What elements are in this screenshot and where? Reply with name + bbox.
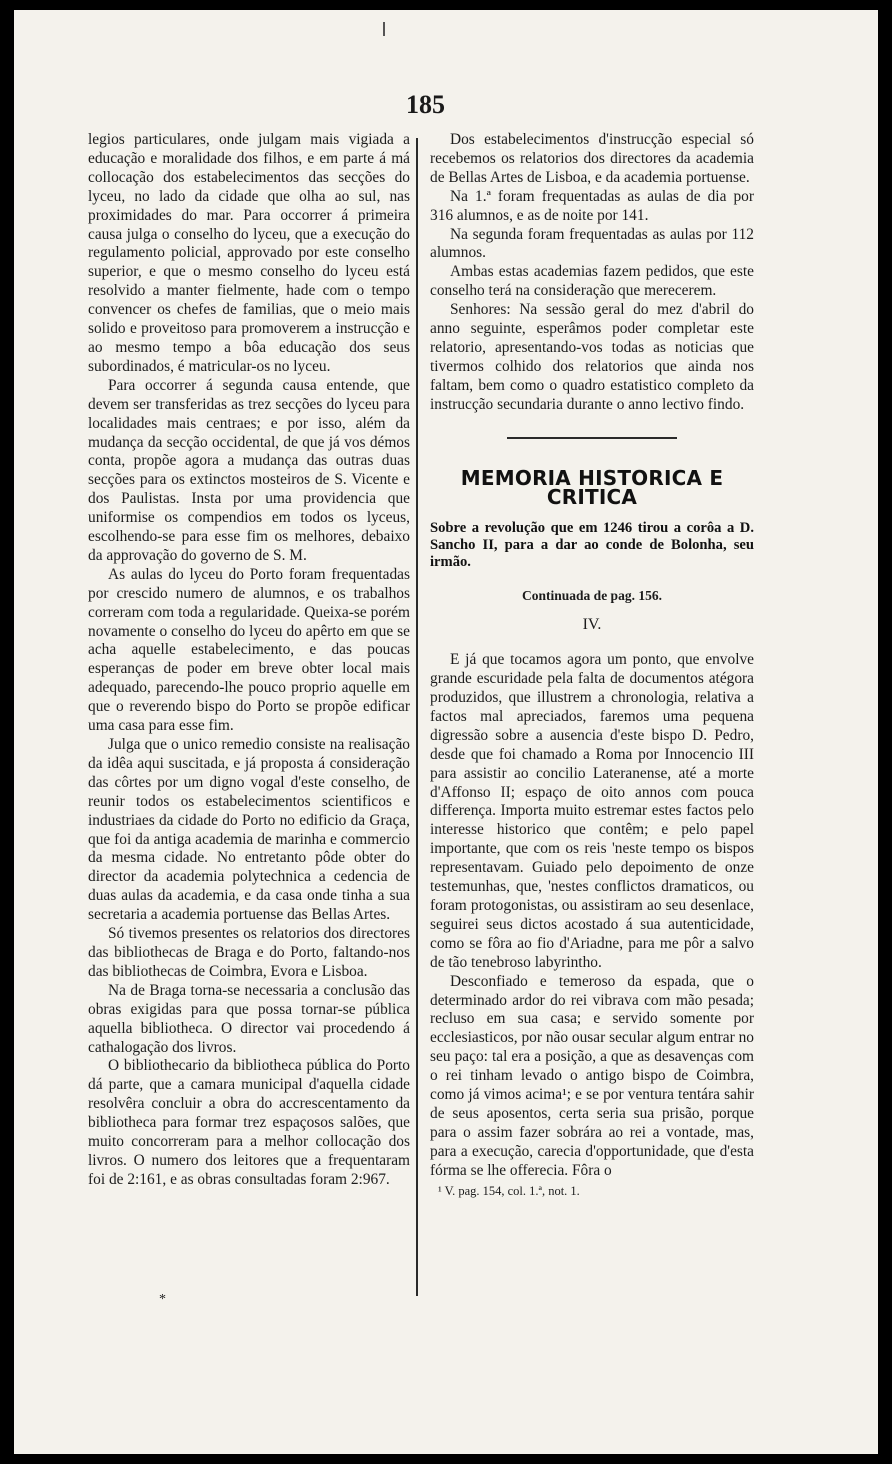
paragraph: E já que tocamos agora um ponto, que envolve grande escuridade pela falta de documentos atégora produzidos, que illustrem a chronologia, relativa a factos mal apreciados, faremos uma pequena digressão sobre a ausencia d'este bispo D. Pedro, desde que foi chamado a Roma por Innocencio III para assistir ao concilio Lateranense, até a morte d'Affonso II; espaço de oito annos com pouca differença. Importa muito estremar estes factos pelo interesse historico que contêm; e pelo papel importante, que com os reis 'neste tempo os bispos representavam. Guiado pelo depoimento de onze testemunhas, que, 'nestes conflictos dramaticos, ou foram protogonistas, ou assistiram ao seu desenlace, seguirei seus dictos acostado á sua autenticidade, como se fôra ao fio d'Ariadne, para me pôr a salvo de tão tenebroso labyrintho. <box>430 651 754 971</box>
left-column <box>88 131 410 1190</box>
margin-mark <box>383 22 385 36</box>
article-subtitle: Sobre a revolução que em 1246 tirou a corôa a D. Sancho II, para a dar ao conde de Bolonha, seu irmão. <box>430 520 754 571</box>
right-column <box>430 131 754 1199</box>
paragraph: legios particulares, onde julgam mais vigiada a educação e moralidade dos filhos, e em parte á má collocação dos estabelecimentos das secções do lyceu, no lado da cidade que olha ao sul, nas proximidades do mar. Para occorrer á primeira causa julga o conselho do lyceu, que a execução do regulamento policial, approvado por este conselho superior, e que o mesmo conselho do lyceu está resolvido a manter fielmente, hade com o tempo convencer os chefes de familias, que o meio mais solido e proveitoso para promoverem a instrucção e ao mesmo tempo a bôa educação dos seus subordinados, é matricular-os no lyceu. <box>88 131 410 375</box>
bottom-mark: * <box>159 1292 166 1307</box>
paragraph: As aulas do lyceu do Porto foram frequentadas por crescido numero de alumnos, e os trabalhos correram com toda a regularidade. Queixa-se porém novamente o conselho do lyceu do apêrto em que se acha aquelle estabelecimento, e das poucas esperanças de poder em breve obter local mais adequado, parecendo-lhe pouco proprio aquelle em que o reverendo bispo do Porto se propõe edificar uma casa para esse fim. <box>88 565 410 735</box>
document-page <box>14 10 878 1454</box>
paragraph: Dos estabelecimentos d'instrucção especial só recebemos os relatorios dos directores da academia de Bellas Artes de Lisboa, e da academia portuense. <box>430 131 754 186</box>
footnote: ¹ V. pag. 154, col. 1.ª, not. 1. <box>438 1183 580 1198</box>
paragraph: Desconfiado e temeroso da espada, que o determinado ardor do rei vibrava com mão pesada; recluso em sua casa; e servido somente por ecclesiasticos, por não ousar secular algum entrar no seu paço: tal era a posição, a que as desavenças com o rei tinham levado o antigo bispo de Coimbra, como já vimos acima¹; e se por ventura tentára sahir de seus aposentos, certa seria sua prisão, porque para o assim fazer sobrára ao rei a vontade, mas, para a execução, carecia d'opportunidade, que d'esta fórma se lhe offerecia. Fôra o <box>430 972 754 1179</box>
column-divider <box>416 138 418 1296</box>
paragraph: Senhores: Na sessão geral do mez d'abril do anno seguinte, esperâmos poder completar este relatorio, apresentando-vos todas as noticias que tivermos colhido dos relatorios que ainda nos faltam, bem como o quadro estatistico completo da instrucção secundaria durante o anno lectivo findo. <box>430 301 754 413</box>
continuation-note: Continuada de pag. 156. <box>522 588 662 604</box>
paragraph: Ambas estas academias fazem pedidos, que este conselho terá na consideração que merecerem. <box>430 263 754 300</box>
paragraph: Só tivemos presentes os relatorios dos directores das bibliothecas de Braga e do Porto, faltando-nos das bibliothecas de Coimbra, Evora e Lisboa. <box>88 925 410 980</box>
section-number: IV. <box>582 616 602 634</box>
paragraph: Na 1.ª foram frequentadas as aulas de dia por 316 alumnos, e as de noite por 141. <box>430 187 754 224</box>
article-title: MEMORIA HISTORICA E CRITICA <box>460 465 724 509</box>
paragraph: Para occorrer á segunda causa entende, que devem ser transferidas as trez secções do lyceu para localidades mais centraes; e por isso, além da mudança da secção occidental, de que já vos démos conta, propõe agora a mudança das outras duas secções para os extinctos mosteiros de S. Vicente e dos Paulistas. Insta por uma providencia que uniformise os compendios em todos os lyceus, escolhendo-se para esse fim os melhores, debaixo da approvação do governo de S. M. <box>88 376 410 564</box>
paragraph: Na segunda foram frequentadas as aulas por 112 alumnos. <box>430 225 754 262</box>
paragraph: Julga que o unico remedio consiste na realisação da idêa aqui suscitada, e já proposta á consideração das côrtes por um digno vogal d'este conselho, de reunir todos os estabelecimentos scientificos e industriaes da cidade do Porto no edificio da Graça, que foi da antiga academia de marinha e commercio da mesma cidade. No entretanto pôde obter do director da academia polytechnica a cedencia de duas aulas da academia, e da casa onde tinha a sua secretaria a academia portuense das Bellas Artes. <box>88 736 410 924</box>
page-number: 185 <box>406 90 445 119</box>
section-divider <box>507 437 677 439</box>
paragraph: Na de Braga torna-se necessaria a conclusão das obras exigidas para que possa tornar-se pública aquella bibliotheca. O director vai procedendo á cathalogação dos livros. <box>88 981 410 1056</box>
paragraph: O bibliothecario da bibliotheca pública do Porto dá parte, que a camara municipal d'aquella cidade resolvêra concluir a obra do accrescentamento da bibliotheca para formar trez espaçosos salões, que muito concorreram para a melhor collocação dos livros. O numero dos leitores que a frequentaram foi de 2:161, e as obras consultadas foram 2:967. <box>88 1057 410 1188</box>
